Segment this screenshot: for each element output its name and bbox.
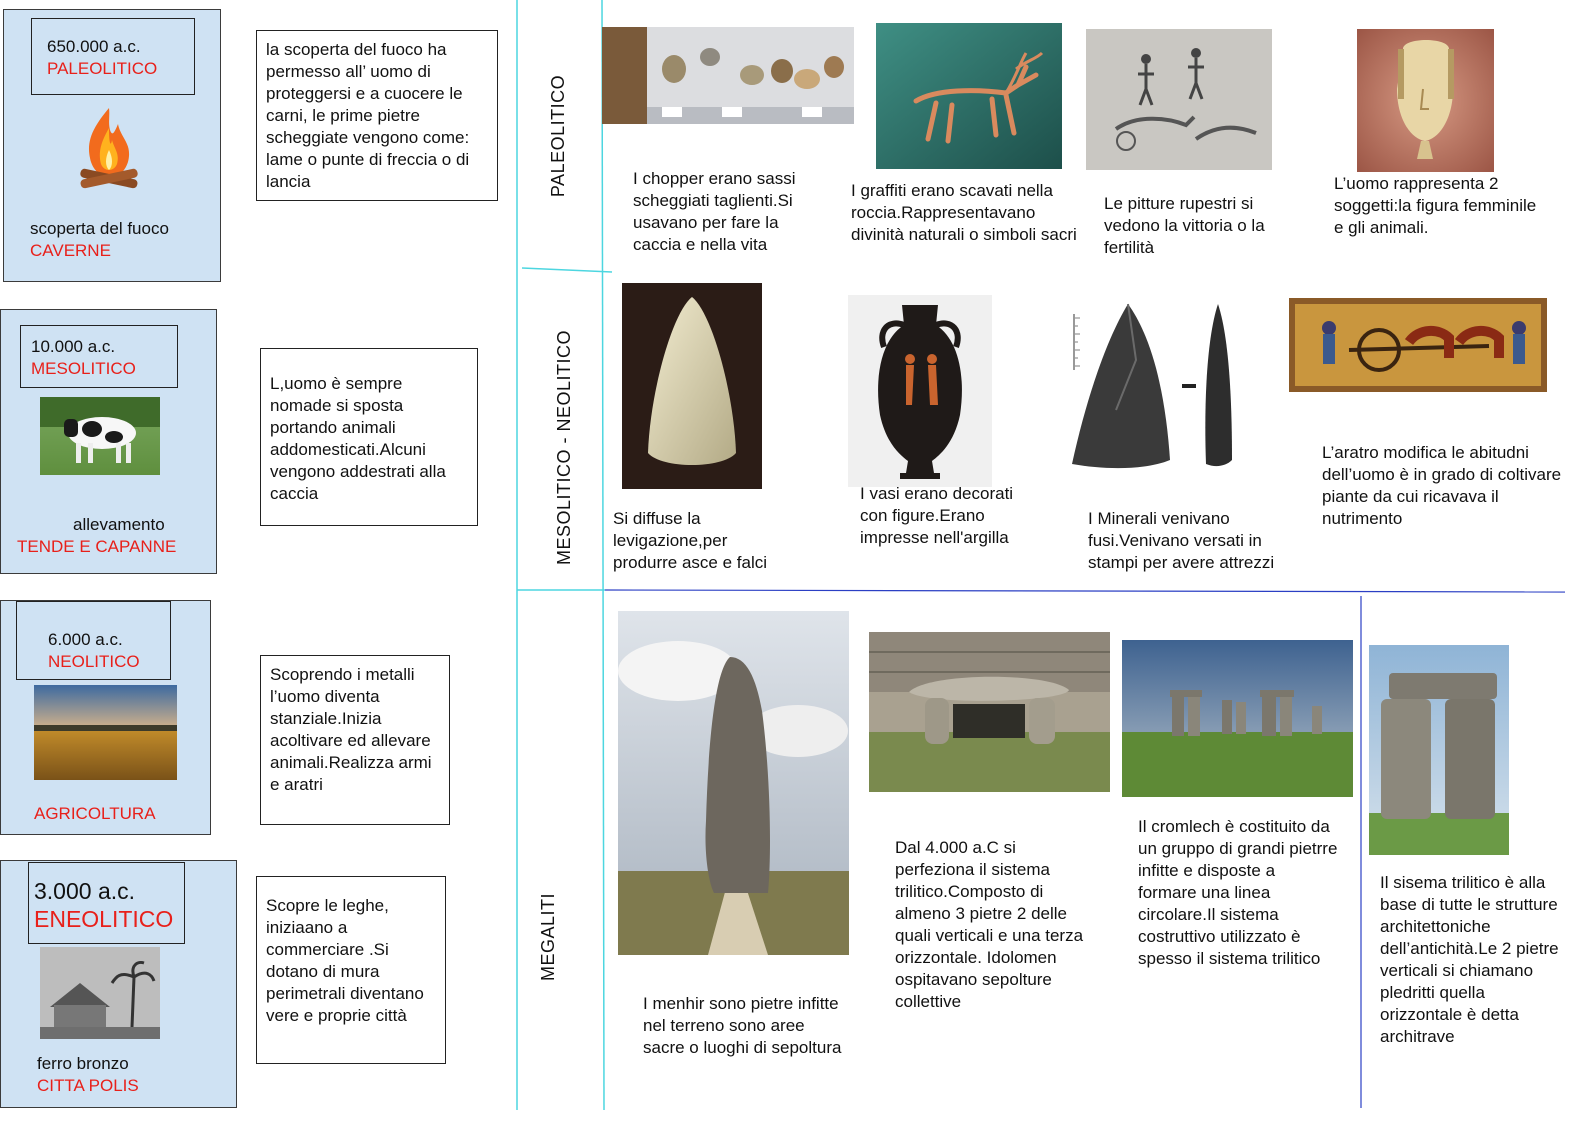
dolmen-photo [869, 632, 1110, 792]
section-label-megaliti: MEGALITI [538, 893, 558, 982]
era-name: MESOLITICO [31, 359, 136, 378]
caption-menhir: I menhir sono pietre infitte nel terreno sono aree sacre o luoghi di sepoltura [643, 994, 842, 1057]
era-description-box: Scopre le leghe, iniziaano a commerciare .Si dotano di mura perimetrali diventano vere e proprie città [256, 876, 446, 1064]
greek-vase-photo [848, 295, 992, 487]
caption-chopper: I chopper erano sassi scheggiati taglienti.Si usavano per fare la caccia e nella vita [633, 169, 796, 254]
era-dwelling: CITTA POLIS [37, 1076, 139, 1095]
era-dwelling: TENDE E CAPANNE [17, 537, 177, 556]
era-date: 10.000 a.c. [31, 337, 116, 356]
caption-dolmen: Dal 4.000 a.C si perfeziona il sistema trilitico.Composto di almeno 3 pietre 2 delle quali verticali e una terza orizzontale. Idolomen ospitavano sepolture collettive [895, 838, 1084, 1011]
era-date: 6.000 a.c. [48, 630, 123, 649]
graffiti-photo [876, 23, 1062, 169]
era-description-box: la scoperta del fuoco ha permesso all’ uomo di proteggersi e a cuocere le carni, le prime pietre scheggiate vengono come: lame o punte di freccia o di lancia [256, 30, 498, 201]
era-date: 3.000 a.c. [34, 878, 136, 904]
caption-vasi: I vasi erano decorati con figure.Erano impresse nell'argilla [860, 484, 1014, 547]
era-description-box: L,uomo è sempre nomade si sposta portando animali addomesticati.Alcuni vengono addestrati alla caccia [260, 348, 478, 526]
caption-minerali: I Minerali venivano fusi.Venivano versati in stampi per avere attrezzi [1088, 509, 1275, 572]
era-name: ENEOLITICO [34, 906, 174, 932]
menhir-photo [618, 611, 849, 955]
era-name: NEOLITICO [48, 652, 140, 671]
plough-painting-photo [1289, 298, 1547, 392]
caption-pitture: Le pitture rupestri si vedono la vittoria o la fertilità [1104, 194, 1265, 257]
era-activity: scoperta del fuoco [30, 219, 169, 238]
era-activity: ferro bronzo [37, 1054, 129, 1073]
caption-trilite: Il sisema trilitico è alla base di tutte le strutture architettoniche dell’antichità.Le 2 pietre verticali si chiamano pledritti quella orizzontale è detta architrave [1380, 873, 1559, 1046]
era-activity: allevamento [73, 515, 165, 534]
trilithon-photo [1369, 645, 1509, 855]
era-name: PALEOLITICO [47, 59, 158, 78]
era-description-box: Scoprendo i metalli l’uomo diventa stanziale.Inizia acoltivare ed allevare animali.Realizza armi e aratri [260, 655, 450, 825]
caption-cromlech: Il cromlech è costituito da un gruppo di grandi pietrre infitte e disposte a formare una linea circolare.Il sistema costruttivo utilizzato è spesso il sistema trilitico [1138, 817, 1338, 968]
chopper-photo [602, 27, 854, 124]
caption-aratro: L’aratro modifica le abitudni dell’uomo è in grado di coltivare piante da cui ricavava il nutrimento [1322, 443, 1562, 528]
era-dwelling: AGRICOLTURA [34, 804, 156, 823]
era-date: 650.000 a.c. [47, 37, 141, 56]
stone-blade-photo [1066, 300, 1236, 472]
section-label-paleolitico: PALEOLITICO [548, 74, 568, 198]
stonehenge-photo [1122, 640, 1353, 797]
caption-venere: L’uomo rappresenta 2 soggetti:la figura femminile e gli animali. [1334, 174, 1537, 237]
section-label-mesolitico-neolitico: MESOLITICO - NEOLITICO [554, 329, 574, 565]
polished-axe-photo [622, 283, 762, 489]
cave-painting-photo [1086, 29, 1272, 170]
era-dwelling: CAVERNE [30, 241, 111, 260]
caption-graffiti: I graffiti erano scavati nella roccia.Rappresentavano divinità naturali o simboli sacri [851, 181, 1077, 244]
caption-levigazione: Si diffuse la levigazione,per produrre asce e falci [613, 509, 768, 572]
venus-figure-photo [1357, 29, 1494, 172]
